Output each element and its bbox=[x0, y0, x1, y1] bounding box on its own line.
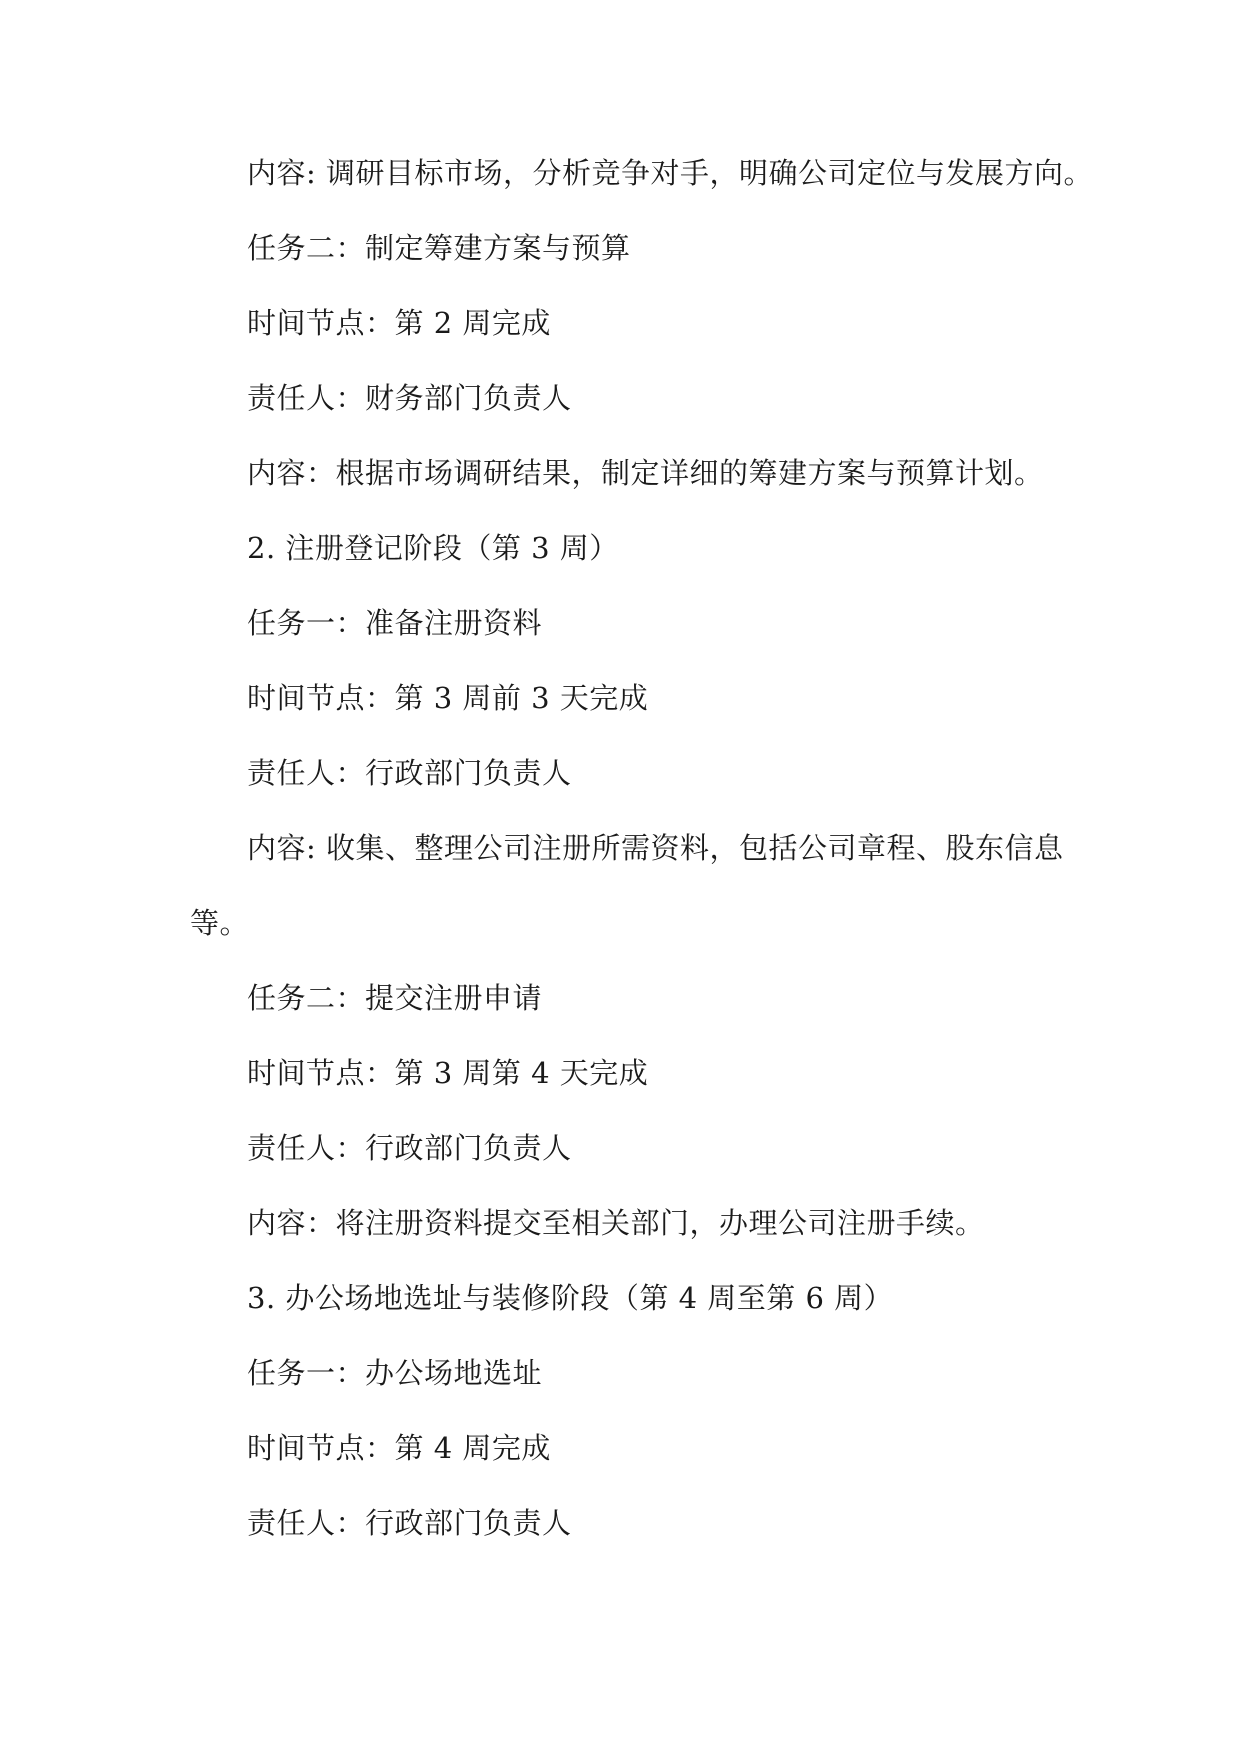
task-one-prepare-materials: 任务一：准备注册资料 bbox=[247, 606, 543, 640]
paragraph-content-plan-budget: 内容：根据市场调研结果，制定详细的筹建方案与预算计划。 bbox=[247, 456, 1044, 490]
responsible-admin-3: 责任人：行政部门负责人 bbox=[247, 1506, 572, 1540]
paragraph-content-market-research: 内容: 调研目标市场，分析竞争对手，明确公司定位与发展方向。 bbox=[247, 156, 1093, 190]
responsible-finance: 责任人：财务部门负责人 bbox=[247, 381, 572, 415]
paragraph-content-collect-materials-continued: 等。 bbox=[190, 906, 250, 940]
task-one-office-site: 任务一：办公场地选址 bbox=[247, 1356, 543, 1390]
task-two-plan-budget: 任务二：制定筹建方案与预算 bbox=[247, 231, 631, 265]
time-node-week-4: 时间节点：第 4 周完成 bbox=[247, 1431, 551, 1465]
responsible-admin-2: 责任人：行政部门负责人 bbox=[247, 1131, 572, 1165]
time-node-week-3-day-4: 时间节点：第 3 周第 4 天完成 bbox=[247, 1056, 649, 1090]
responsible-admin-1: 责任人：行政部门负责人 bbox=[247, 756, 572, 790]
section-heading-office-site: 3. 办公场地选址与装修阶段（第 4 周至第 6 周） bbox=[247, 1281, 894, 1315]
time-node-week-3-first-3-days: 时间节点：第 3 周前 3 天完成 bbox=[247, 681, 649, 715]
section-heading-registration: 2. 注册登记阶段（第 3 周） bbox=[247, 531, 619, 565]
time-node-week-2: 时间节点：第 2 周完成 bbox=[247, 306, 551, 340]
paragraph-content-submit: 内容：将注册资料提交至相关部门，办理公司注册手续。 bbox=[247, 1206, 985, 1240]
task-two-submit-application: 任务二：提交注册申请 bbox=[247, 981, 543, 1015]
paragraph-content-collect-materials: 内容: 收集、整理公司注册所需资料，包括公司章程、股东信息 bbox=[247, 831, 1064, 865]
